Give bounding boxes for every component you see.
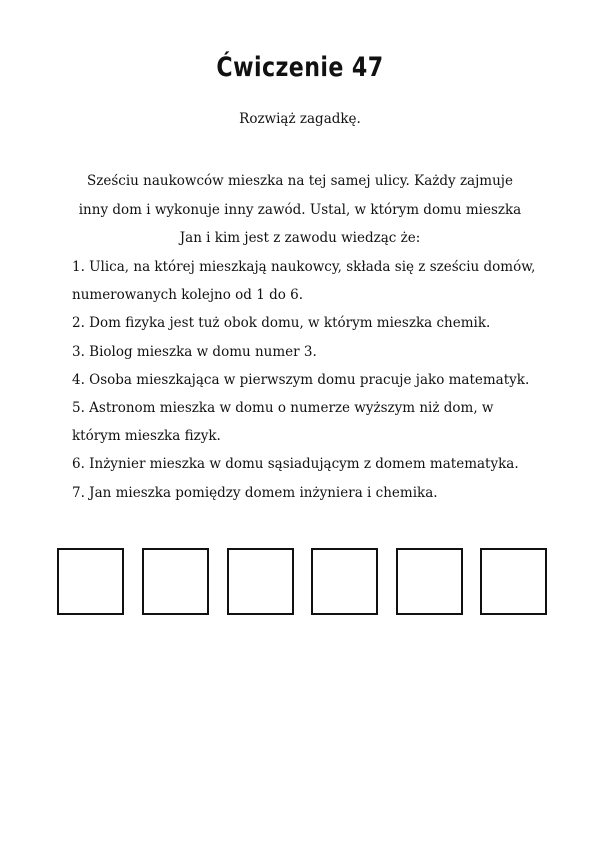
puzzle-intro: Sześciu naukowców mieszka na tej samej ulicy. Każdy zajmuje inny dom i wykonuje inny zawód. Ustal, w którym domu mieszka Jan i kim jest z zawodu wiedząc że: [78,173,522,246]
page-title: Ćwiczenie 47 [216,52,384,83]
clue-item: 5. Astronom mieszka w domu o numerze wyższym niż dom, w którym mieszka fizyk. [72,400,494,445]
clue-item: 1. Ulica, na której mieszkają naukowcy, składa się z sześciu domów, numerowanych kolejno od 1 do 6. [72,259,536,304]
clue-item: 2. Dom fizyka jest tuż obok domu, w którym mieszka chemik. [72,315,491,332]
answer-box-house-5[interactable] [396,548,463,615]
clue-item: 6. Inżynier mieszka w domu sąsiadującym z domem matematyka. [72,456,519,473]
clue-item: 7. Jan mieszka pomiędzy domem inżyniera i chemika. [72,484,438,501]
clue-item: 3. Biolog mieszka w domu numer 3. [72,343,317,360]
answer-boxes [57,548,545,614]
answer-box-house-1[interactable] [57,548,124,615]
answer-box-house-3[interactable] [227,548,294,615]
clue-list [72,253,542,507]
instruction: Rozwiąż zagadkę. [239,111,361,127]
answer-box-house-2[interactable] [142,548,209,615]
clue-item: 4. Osoba mieszkająca w pierwszym domu pracuje jako matematyk. [72,371,530,388]
answer-box-house-4[interactable] [311,548,378,615]
answer-box-house-6[interactable] [480,548,547,615]
